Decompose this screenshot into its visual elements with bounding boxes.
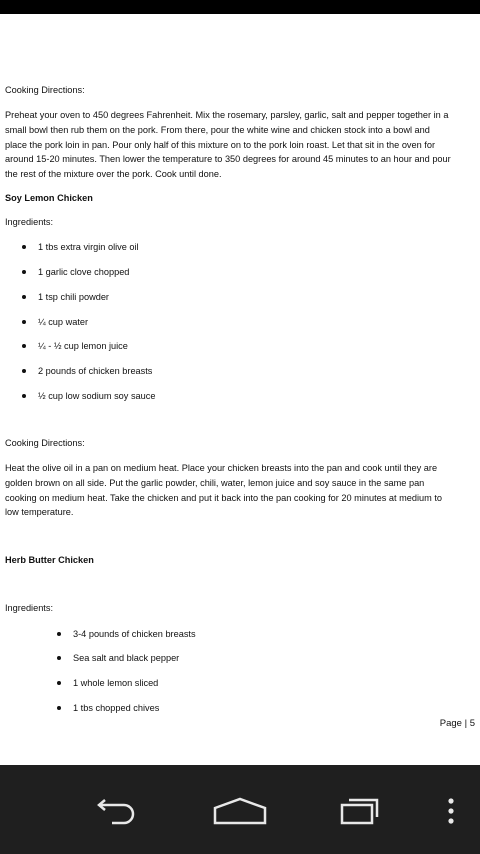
directions-line: around 15-20 minutes. Then lower the temperature to 350 degrees for around 45 minutes to an hour and pour	[5, 154, 451, 164]
navigation-bar	[0, 765, 480, 854]
bullet-icon	[22, 344, 26, 348]
ingredients-heading: Ingredients:	[5, 217, 54, 227]
bullet-icon	[22, 295, 26, 299]
ingredient-text: ¼ - ½ cup lemon juice	[38, 341, 128, 351]
ingredient-text: ½ cup low sodium soy sauce	[38, 391, 156, 401]
bullet-icon	[22, 369, 26, 373]
bullet-icon	[57, 632, 61, 636]
directions-line: golden brown on all side. Put the garlic powder, chili, water, lemon juice and soy sauce in the same pan	[5, 478, 425, 488]
document-page[interactable]	[0, 14, 480, 765]
home-icon	[211, 796, 269, 826]
home-button[interactable]	[210, 789, 270, 833]
bullet-icon	[57, 656, 61, 660]
bullet-icon	[57, 706, 61, 710]
ingredient-text: 1 tbs extra virgin olive oil	[38, 242, 139, 252]
directions-line: cooking on medium heat. Take the chicken and put it back into the pan cooking for 20 minutes at medium to	[5, 493, 443, 503]
directions-line: low temperature.	[5, 507, 74, 517]
bullet-icon	[22, 245, 26, 249]
ingredient-text: ¼ cup water	[38, 317, 89, 327]
ingredient-text: 1 tsp chili powder	[38, 292, 109, 302]
back-icon	[94, 797, 146, 825]
directions-line: Preheat your oven to 450 degrees Fahrenheit. Mix the rosemary, parsley, garlic, salt and pepper together in a	[5, 110, 449, 120]
recipe-title: Herb Butter Chicken	[5, 555, 94, 565]
ingredient-text: 1 whole lemon sliced	[73, 678, 159, 688]
overflow-menu-button[interactable]	[421, 789, 480, 833]
overflow-menu-icon	[446, 797, 456, 825]
bullet-icon	[22, 320, 26, 324]
recents-button[interactable]	[330, 789, 390, 833]
ingredient-text: 2 pounds of chicken breasts	[38, 366, 153, 376]
bullet-icon	[22, 270, 26, 274]
directions-line: small bowl then rub them on the pork. From there, pour the white wine and chicken stock into a bowl and	[5, 125, 430, 135]
bullet-icon	[57, 681, 61, 685]
page-number: Page | 5	[439, 718, 475, 729]
ingredients-heading: Ingredients:	[5, 603, 54, 613]
ingredient-text: 1 tbs chopped chives	[73, 703, 160, 713]
directions-line: Heat the olive oil in a pan on medium heat. Place your chicken breasts into the pan and cook until they are	[5, 463, 438, 473]
directions-heading: Cooking Directions:	[5, 438, 85, 448]
ingredient-text: 3-4 pounds of chicken breasts	[73, 629, 196, 639]
directions-line: the rest of the mixture over the pork. Cook until done.	[5, 169, 222, 179]
directions-heading: Cooking Directions:	[5, 85, 85, 95]
status-bar	[0, 0, 480, 14]
recipe-title: Soy Lemon Chicken	[5, 193, 93, 203]
recents-icon	[339, 796, 381, 826]
ingredient-text: 1 garlic clove chopped	[38, 267, 130, 277]
back-button[interactable]	[90, 789, 150, 833]
bullet-icon	[22, 394, 26, 398]
ingredient-text: Sea salt and black pepper	[73, 653, 180, 663]
directions-line: place the pork loin in pan. Pour only half of this mixture on to the pork loin roast. Let that sit in the oven for	[5, 140, 436, 150]
